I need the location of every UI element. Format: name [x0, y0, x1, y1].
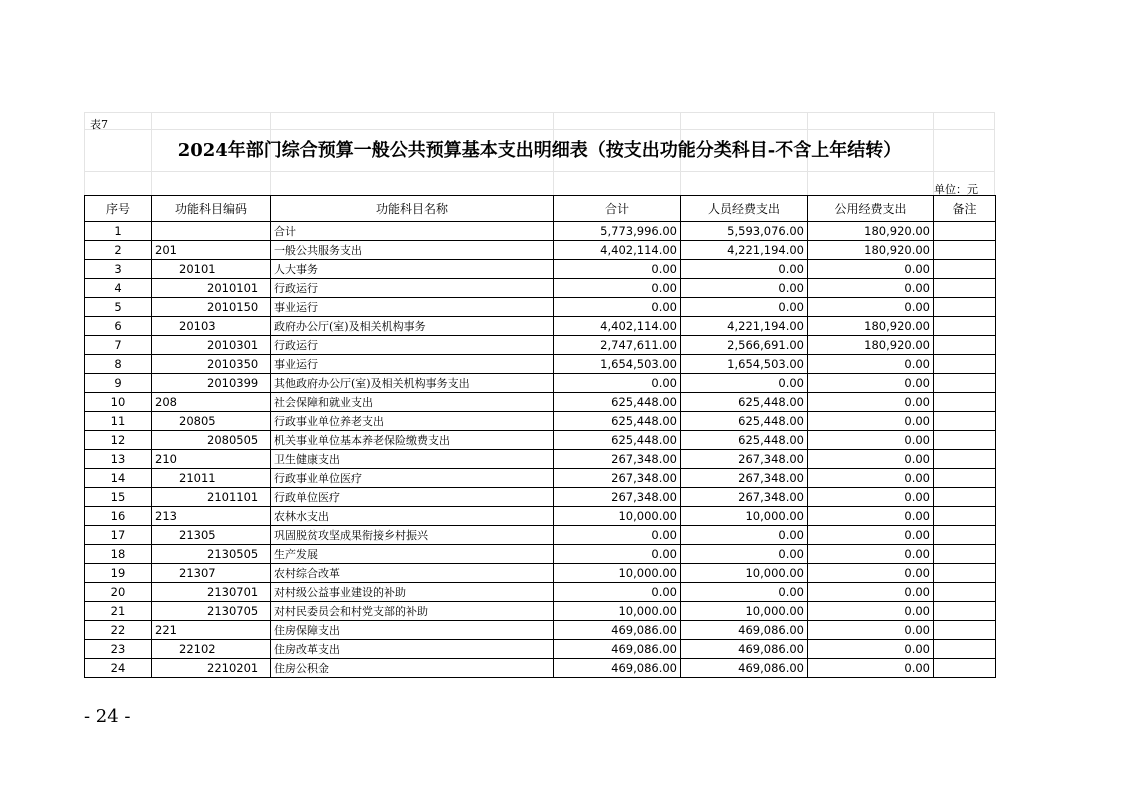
cell-total: 625,448.00	[554, 412, 681, 431]
cell-seq: 16	[85, 507, 152, 526]
code-text: 21307	[179, 566, 216, 580]
cell-public: 0.00	[808, 507, 934, 526]
cell-total: 267,348.00	[554, 469, 681, 488]
cell-seq: 13	[85, 450, 152, 469]
table-row	[85, 241, 996, 260]
cell-seq: 6	[85, 317, 152, 336]
cell-personnel: 10,000.00	[681, 564, 808, 583]
cell-remark	[934, 545, 996, 564]
cell-name: 政府办公厅(室)及相关机构事务	[271, 317, 554, 336]
cell-code	[152, 241, 271, 260]
table-row	[85, 640, 996, 659]
table-row	[85, 298, 996, 317]
cell-code	[152, 583, 271, 602]
cell-remark	[934, 260, 996, 279]
cell-seq: 5	[85, 298, 152, 317]
cell-personnel: 0.00	[681, 545, 808, 564]
cell-remark	[934, 222, 996, 241]
code-text: 2010350	[207, 357, 259, 371]
cell-name: 行政运行	[271, 336, 554, 355]
cell-name: 卫生健康支出	[271, 450, 554, 469]
cell-public: 0.00	[808, 640, 934, 659]
cell-remark	[934, 507, 996, 526]
cell-personnel: 469,086.00	[681, 640, 808, 659]
table-row	[85, 412, 996, 431]
code-text: 2010150	[207, 300, 259, 314]
table-row	[85, 431, 996, 450]
cell-public: 0.00	[808, 412, 934, 431]
table-row	[85, 545, 996, 564]
cell-remark	[934, 393, 996, 412]
cell-personnel: 0.00	[681, 298, 808, 317]
budget-table	[84, 195, 996, 678]
cell-total: 469,086.00	[554, 621, 681, 640]
cell-public: 0.00	[808, 621, 934, 640]
table-row	[85, 564, 996, 583]
cell-total: 469,086.00	[554, 659, 681, 678]
table-row	[85, 450, 996, 469]
cell-personnel: 267,348.00	[681, 488, 808, 507]
cell-name: 生产发展	[271, 545, 554, 564]
cell-name: 其他政府办公厅(室)及相关机构事务支出	[271, 374, 554, 393]
cell-name: 社会保障和就业支出	[271, 393, 554, 412]
header-name: 功能科目名称	[271, 196, 554, 222]
cell-remark	[934, 640, 996, 659]
cell-remark	[934, 659, 996, 678]
cell-name: 行政单位医疗	[271, 488, 554, 507]
cell-seq: 9	[85, 374, 152, 393]
cell-public: 0.00	[808, 298, 934, 317]
table-header-row	[85, 196, 996, 222]
cell-remark	[934, 621, 996, 640]
grid-line	[85, 129, 994, 130]
table-row	[85, 526, 996, 545]
cell-personnel: 0.00	[681, 583, 808, 602]
cell-seq: 24	[85, 659, 152, 678]
cell-name: 行政运行	[271, 279, 554, 298]
code-text: 2130705	[207, 604, 259, 618]
table-row	[85, 336, 996, 355]
cell-remark	[934, 355, 996, 374]
cell-personnel: 10,000.00	[681, 507, 808, 526]
code-text: 2210201	[207, 661, 259, 675]
code-text: 20805	[179, 414, 216, 428]
cell-name: 农村综合改革	[271, 564, 554, 583]
cell-code	[152, 279, 271, 298]
cell-code	[152, 431, 271, 450]
cell-name: 行政事业单位养老支出	[271, 412, 554, 431]
cell-public: 0.00	[808, 431, 934, 450]
code-text: 210	[155, 452, 177, 466]
cell-seq: 19	[85, 564, 152, 583]
grid-line	[85, 171, 994, 172]
cell-code	[152, 412, 271, 431]
cell-code	[152, 469, 271, 488]
cell-name: 住房公积金	[271, 659, 554, 678]
cell-remark	[934, 526, 996, 545]
cell-public: 0.00	[808, 393, 934, 412]
header-code: 功能科目编码	[152, 196, 271, 222]
cell-remark	[934, 564, 996, 583]
page-number: - 24 -	[84, 706, 131, 727]
cell-remark	[934, 317, 996, 336]
cell-remark	[934, 583, 996, 602]
cell-total: 10,000.00	[554, 564, 681, 583]
cell-remark	[934, 336, 996, 355]
cell-name: 事业运行	[271, 298, 554, 317]
page-title: 2024年部门综合预算一般公共预算基本支出明细表（按支出功能分类科目-不含上年结转）	[177, 140, 902, 161]
code-text: 22102	[179, 642, 216, 656]
cell-name: 一般公共服务支出	[271, 241, 554, 260]
cell-total: 0.00	[554, 545, 681, 564]
cell-seq: 8	[85, 355, 152, 374]
cell-remark	[934, 241, 996, 260]
cell-public: 0.00	[808, 279, 934, 298]
cell-name: 行政事业单位医疗	[271, 469, 554, 488]
cell-personnel: 0.00	[681, 279, 808, 298]
cell-code	[152, 222, 271, 241]
cell-personnel: 469,086.00	[681, 659, 808, 678]
cell-name: 对村民委员会和村党支部的补助	[271, 602, 554, 621]
table-label: 表7	[90, 118, 108, 131]
cell-seq: 17	[85, 526, 152, 545]
code-text: 21011	[179, 471, 216, 485]
code-text: 2010399	[207, 376, 259, 390]
cell-public: 180,920.00	[808, 317, 934, 336]
code-text: 2010301	[207, 338, 259, 352]
cell-personnel: 625,448.00	[681, 431, 808, 450]
cell-public: 0.00	[808, 545, 934, 564]
cell-public: 0.00	[808, 564, 934, 583]
cell-total: 0.00	[554, 298, 681, 317]
cell-seq: 20	[85, 583, 152, 602]
cell-name: 合计	[271, 222, 554, 241]
cell-remark	[934, 450, 996, 469]
cell-seq: 7	[85, 336, 152, 355]
code-text: 2130701	[207, 585, 259, 599]
cell-total: 4,402,114.00	[554, 241, 681, 260]
cell-code	[152, 260, 271, 279]
cell-public: 0.00	[808, 469, 934, 488]
cell-remark	[934, 431, 996, 450]
code-text: 20101	[179, 262, 216, 276]
cell-name: 住房保障支出	[271, 621, 554, 640]
cell-personnel: 4,221,194.00	[681, 317, 808, 336]
cell-public: 0.00	[808, 450, 934, 469]
cell-personnel: 267,348.00	[681, 450, 808, 469]
cell-code	[152, 317, 271, 336]
cell-total: 10,000.00	[554, 602, 681, 621]
table-row	[85, 507, 996, 526]
table-row	[85, 374, 996, 393]
cell-name: 人大事务	[271, 260, 554, 279]
cell-seq: 2	[85, 241, 152, 260]
table-row	[85, 222, 996, 241]
table-row	[85, 260, 996, 279]
cell-code	[152, 526, 271, 545]
cell-remark	[934, 279, 996, 298]
cell-total: 625,448.00	[554, 431, 681, 450]
cell-public: 0.00	[808, 526, 934, 545]
cell-public: 0.00	[808, 659, 934, 678]
header-public: 公用经费支出	[808, 196, 934, 222]
code-text: 21305	[179, 528, 216, 542]
cell-public: 0.00	[808, 260, 934, 279]
cell-seq: 21	[85, 602, 152, 621]
cell-public: 180,920.00	[808, 336, 934, 355]
cell-remark	[934, 469, 996, 488]
cell-personnel: 5,593,076.00	[681, 222, 808, 241]
cell-remark	[934, 412, 996, 431]
code-text: 2010101	[207, 281, 259, 295]
cell-personnel: 625,448.00	[681, 412, 808, 431]
cell-code	[152, 564, 271, 583]
cell-remark	[934, 488, 996, 507]
header-total: 合计	[554, 196, 681, 222]
cell-code	[152, 336, 271, 355]
cell-name: 巩固脱贫攻坚成果衔接乡村振兴	[271, 526, 554, 545]
cell-personnel: 4,221,194.00	[681, 241, 808, 260]
cell-personnel: 0.00	[681, 526, 808, 545]
cell-remark	[934, 298, 996, 317]
header-personnel: 人员经费支出	[681, 196, 808, 222]
cell-personnel: 267,348.00	[681, 469, 808, 488]
cell-total: 0.00	[554, 526, 681, 545]
cell-seq: 11	[85, 412, 152, 431]
code-text: 2080505	[207, 433, 259, 447]
cell-total: 267,348.00	[554, 450, 681, 469]
cell-seq: 10	[85, 393, 152, 412]
code-text: 208	[155, 395, 177, 409]
cell-code	[152, 602, 271, 621]
cell-public: 0.00	[808, 602, 934, 621]
table-row	[85, 355, 996, 374]
cell-total: 0.00	[554, 583, 681, 602]
cell-seq: 3	[85, 260, 152, 279]
code-text: 2101101	[207, 490, 259, 504]
cell-name: 事业运行	[271, 355, 554, 374]
cell-personnel: 1,654,503.00	[681, 355, 808, 374]
cell-total: 0.00	[554, 279, 681, 298]
cell-personnel: 2,566,691.00	[681, 336, 808, 355]
cell-total: 469,086.00	[554, 640, 681, 659]
code-text: 20103	[179, 319, 216, 333]
cell-total: 4,402,114.00	[554, 317, 681, 336]
cell-total: 0.00	[554, 260, 681, 279]
unit-label: 单位：元	[934, 183, 978, 196]
cell-public: 180,920.00	[808, 241, 934, 260]
table-row	[85, 621, 996, 640]
cell-public: 0.00	[808, 488, 934, 507]
table-row	[85, 583, 996, 602]
cell-seq: 23	[85, 640, 152, 659]
table-row	[85, 602, 996, 621]
cell-total: 0.00	[554, 374, 681, 393]
cell-code	[152, 659, 271, 678]
cell-name: 农林水支出	[271, 507, 554, 526]
cell-name: 住房改革支出	[271, 640, 554, 659]
cell-seq: 22	[85, 621, 152, 640]
cell-code	[152, 393, 271, 412]
code-text: 221	[155, 623, 177, 637]
cell-total: 625,448.00	[554, 393, 681, 412]
cell-total: 1,654,503.00	[554, 355, 681, 374]
table-row	[85, 317, 996, 336]
code-text: 213	[155, 509, 177, 523]
cell-remark	[934, 602, 996, 621]
cell-total: 2,747,611.00	[554, 336, 681, 355]
cell-code	[152, 355, 271, 374]
cell-code	[152, 374, 271, 393]
cell-personnel: 0.00	[681, 374, 808, 393]
cell-public: 0.00	[808, 374, 934, 393]
code-text: 2130505	[207, 547, 259, 561]
cell-code	[152, 545, 271, 564]
table-row	[85, 488, 996, 507]
cell-name: 机关事业单位基本养老保险缴费支出	[271, 431, 554, 450]
table-row	[85, 659, 996, 678]
cell-code	[152, 507, 271, 526]
cell-seq: 12	[85, 431, 152, 450]
header-remark: 备注	[934, 196, 996, 222]
cell-total: 5,773,996.00	[554, 222, 681, 241]
cell-public: 0.00	[808, 583, 934, 602]
code-text: 201	[155, 243, 177, 257]
header-seq: 序号	[85, 196, 152, 222]
table-row	[85, 393, 996, 412]
cell-public: 180,920.00	[808, 222, 934, 241]
cell-remark	[934, 374, 996, 393]
cell-seq: 18	[85, 545, 152, 564]
cell-seq: 15	[85, 488, 152, 507]
table-row	[85, 279, 996, 298]
cell-total: 267,348.00	[554, 488, 681, 507]
cell-public: 0.00	[808, 355, 934, 374]
cell-personnel: 469,086.00	[681, 621, 808, 640]
cell-seq: 14	[85, 469, 152, 488]
cell-code	[152, 621, 271, 640]
cell-name: 对村级公益事业建设的补助	[271, 583, 554, 602]
cell-total: 10,000.00	[554, 507, 681, 526]
cell-code	[152, 450, 271, 469]
cell-code	[152, 298, 271, 317]
cell-personnel: 625,448.00	[681, 393, 808, 412]
cell-seq: 4	[85, 279, 152, 298]
cell-code	[152, 640, 271, 659]
cell-personnel: 0.00	[681, 260, 808, 279]
table-row	[85, 469, 996, 488]
cell-personnel: 10,000.00	[681, 602, 808, 621]
cell-seq: 1	[85, 222, 152, 241]
cell-code	[152, 488, 271, 507]
